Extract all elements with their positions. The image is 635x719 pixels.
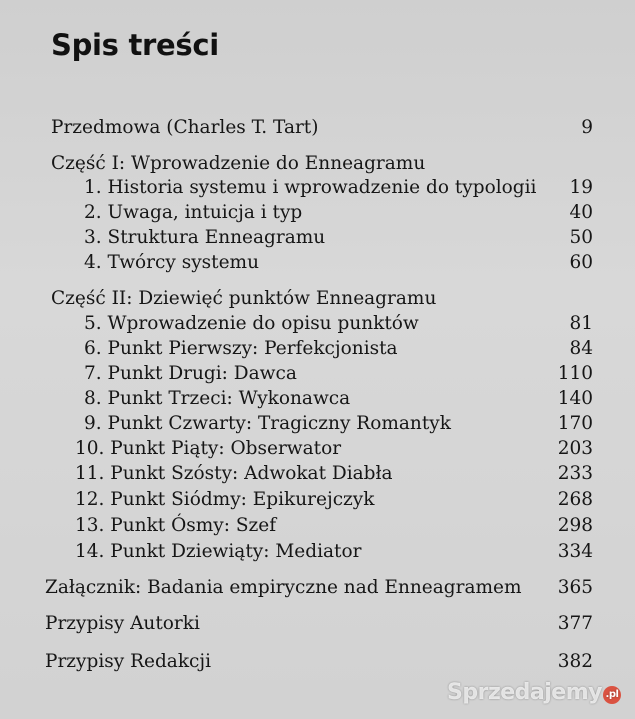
part-heading-2: Część II: Dziewięć punktów Enneagramu — [51, 288, 437, 309]
toc-entry-page: 298 — [557, 515, 593, 536]
page-title: Spis treści — [51, 28, 219, 62]
watermark-suffix: .pl — [603, 686, 621, 704]
toc-entry-page: 81 — [569, 313, 593, 334]
toc-entry-page: 140 — [557, 388, 593, 409]
toc-entry-label: Załącznik: Badania empiryczne nad Enneagramem — [45, 577, 522, 598]
toc-entry-page: 382 — [557, 651, 593, 672]
toc-entry-label: Przedmowa (Charles T. Tart) — [51, 117, 319, 138]
toc-entry-label: 6. Punkt Pierwszy: Perfekcjonista — [84, 338, 398, 359]
toc-entry-label: 9. Punkt Czwarty: Tragiczny Romantyk — [84, 413, 451, 434]
toc-entry-label: 11. Punkt Szósty: Adwokat Diabła — [75, 463, 393, 484]
part-heading-1: Część I: Wprowadzenie do Enneagramu — [51, 153, 426, 174]
toc-entry-page: 170 — [557, 413, 593, 434]
toc-entry-page: 365 — [557, 577, 593, 598]
toc-entry-label: 14. Punkt Dziewiąty: Mediator — [75, 541, 362, 562]
toc-entry-label: 4. Twórcy systemu — [84, 252, 260, 273]
toc-entry-label: 13. Punkt Ósmy: Szef — [75, 515, 277, 536]
toc-entry-label: 5. Wprowadzenie do opisu punktów — [84, 313, 419, 334]
watermark-logo — [447, 680, 621, 705]
toc-entry-label: 8. Punkt Trzeci: Wykonawca — [84, 388, 351, 409]
toc-entry-label: 1. Historia systemu i wprowadzenie do typologii — [84, 177, 537, 198]
toc-entry-label: Przypisy Autorki — [45, 613, 200, 634]
toc-entry-page: 334 — [557, 541, 593, 562]
toc-entry-label: 3. Struktura Enneagramu — [84, 227, 326, 248]
toc-entry-page: 60 — [569, 252, 593, 273]
toc-entry-label: 10. Punkt Piąty: Obserwator — [75, 438, 342, 459]
toc-entry-page: 84 — [569, 338, 593, 359]
toc-entry-page: 233 — [557, 463, 593, 484]
toc-entry-label: 7. Punkt Drugi: Dawca — [84, 363, 297, 384]
toc-entry-page: 19 — [569, 177, 593, 198]
toc-entry-page: 110 — [557, 363, 593, 384]
toc-entry-label: 12. Punkt Siódmy: Epikurejczyk — [75, 489, 375, 510]
toc-entry-label: 2. Uwaga, intuicja i typ — [84, 202, 303, 223]
toc-entry-page: 203 — [557, 438, 593, 459]
toc-entry-page: 40 — [569, 202, 593, 223]
toc-entry-page: 268 — [557, 489, 593, 510]
toc-entry-page: 50 — [569, 227, 593, 248]
toc-entry-label: Przypisy Redakcji — [45, 651, 212, 672]
toc-entry-page: 9 — [581, 117, 593, 138]
toc-entry-page: 377 — [557, 613, 593, 634]
watermark-text: Sprzedajemy — [447, 680, 602, 705]
